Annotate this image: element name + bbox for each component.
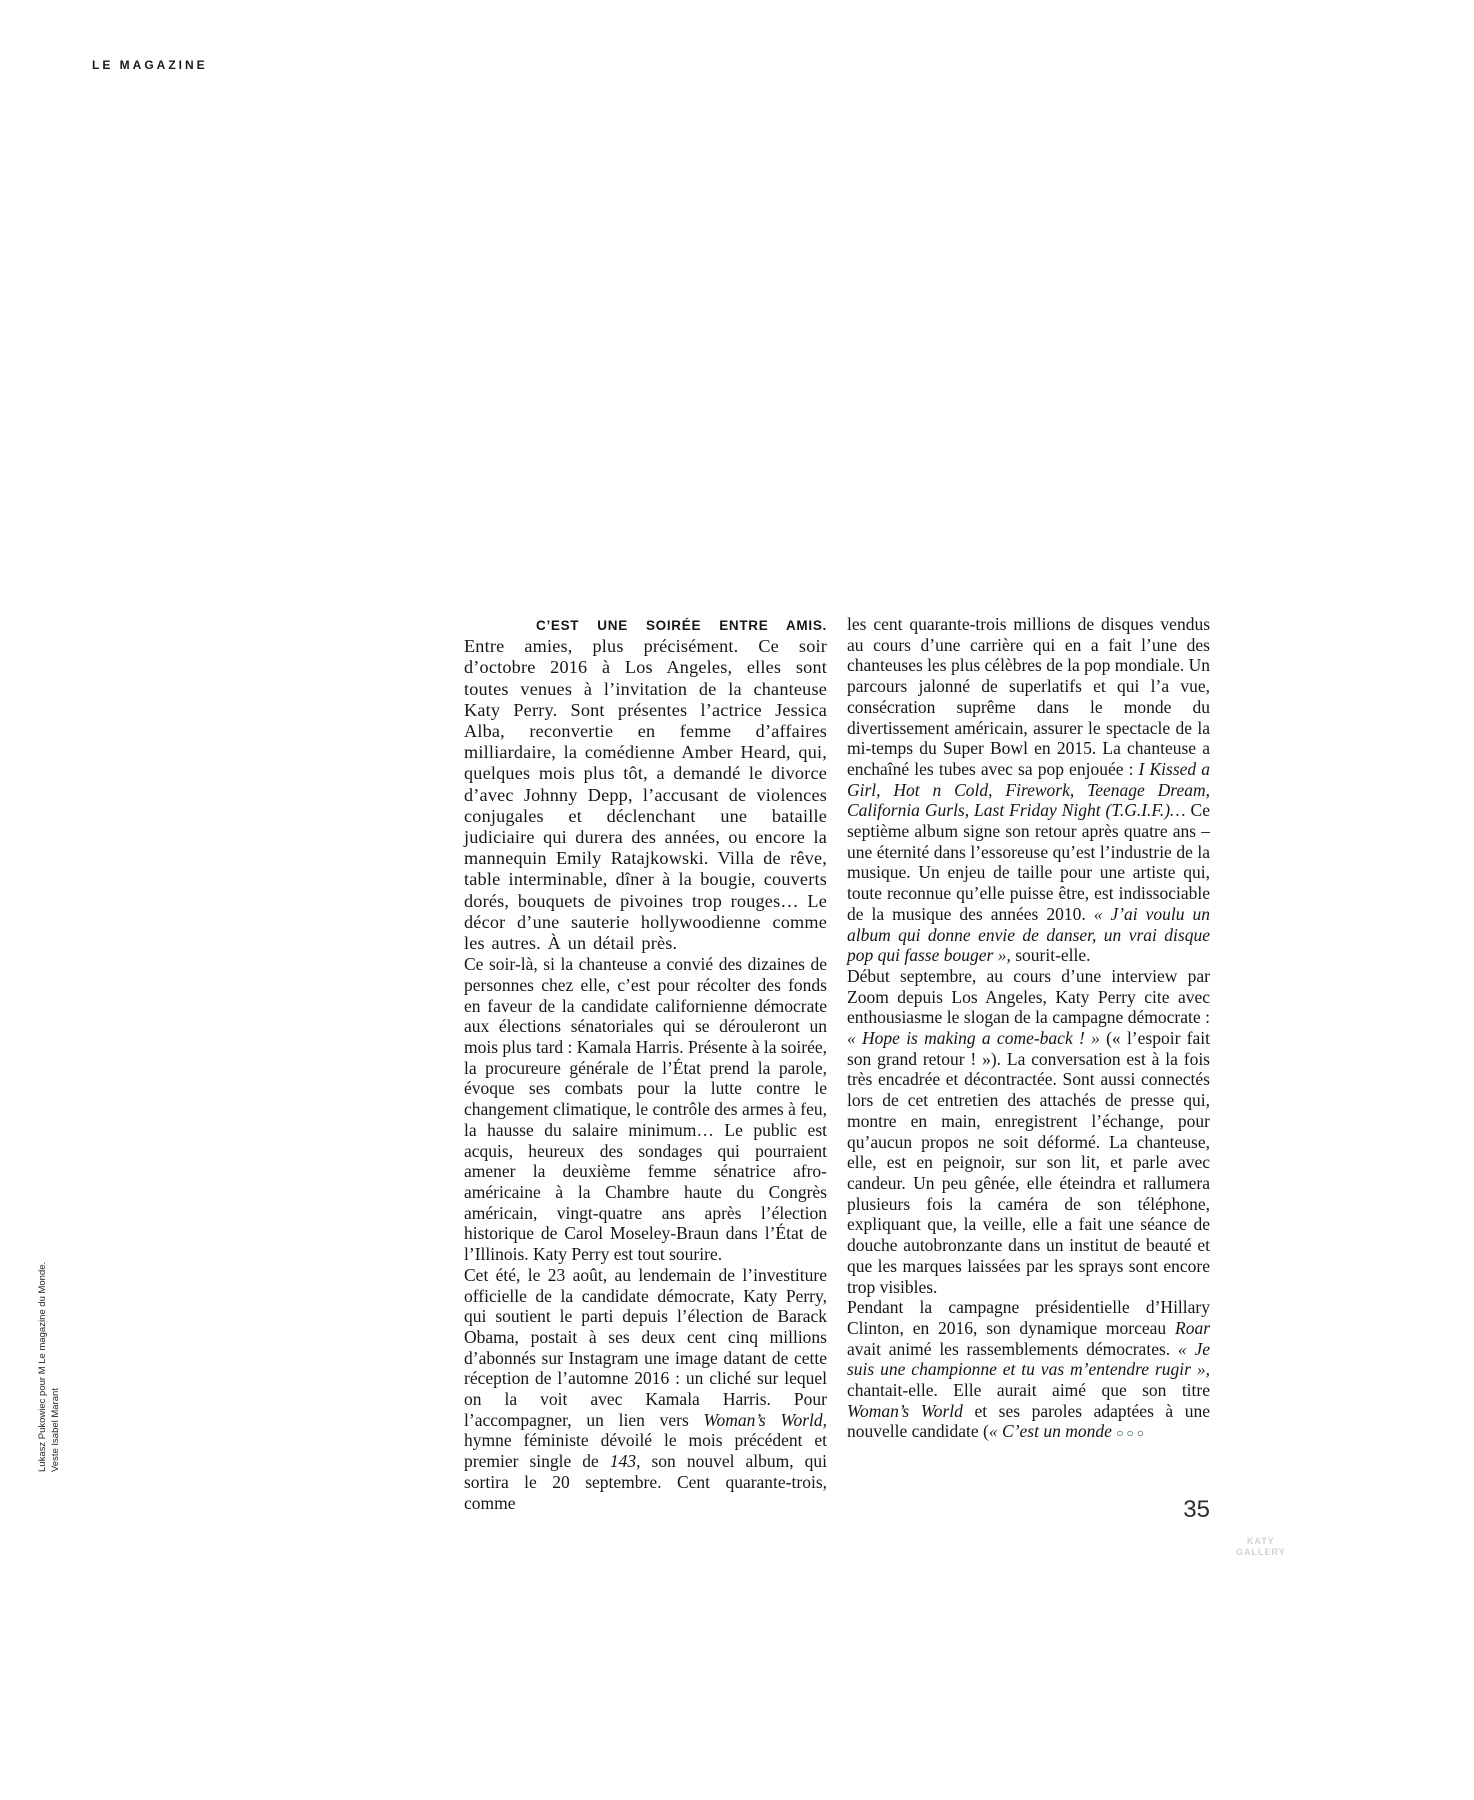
paragraph-text: Ce soir-là, si la chanteuse a convié des dizaines de personnes chez elle, c’est pour récolter des fonds en faveur de la candidate californienne démocrate aux élections sénatoriales qui se dérouleront un mois plus tard : Kamala Harris. Présente à la soirée, la procureure générale de l’État prend la parole, évoque ses combats pour la lutte contre le changement climatique, le contrôle des armes à feu, la hausse du salaire minimum… Le public est acquis, heureux des sondages qui pourraient amener la deuxième femme sénatrice afro-américaine à la Chambre haute du Congrès américain, vingt-quatre ans après l’élection historique de Carol Moseley-Braun dans l’État de l’Illinois. Katy Perry est tout sourire. [464,954,828,1265]
watermark-line-1: KATY [1246,1536,1275,1546]
paragraph-text: sourit-elle. [1010,945,1091,966]
paragraph-text: Pendant la campagne présidentielle d’Hillary Clinton, en 2016, son dynamique morceau [847,1297,1210,1338]
paragraph-text: chantait-elle. Elle aurait aimé que son titre [847,1380,1210,1401]
article-paragraph [464,954,827,1265]
paragraph-text: « Hope is making a come-back ! » [847,1028,1100,1049]
paragraph-text: avait animé les rassemblements démocrates. [847,1338,1178,1359]
paragraph-text: Woman’s World [847,1400,963,1421]
watermark [1236,1536,1286,1558]
paragraph-text: hymne féministe dévoilé le mois précédent et premier single de [464,1430,827,1472]
article-paragraph [464,614,827,954]
paragraph-text: Cet été, le 23 août, au lendemain de l’investiture officielle de la candidate démocrate, Katy Perry, qui soutient le parti depuis l’élection de Barack Obama, postait à ses deux cent cinq millions d’abonnés sur Instagram une image datant de cette réception de l’automne 2016 : un cliché sur lequel on la voit avec Kamala Harris. Pour l’accompagner, un lien vers [464,1264,827,1430]
paragraph-text: Woman’s World, [703,1409,827,1430]
watermark-line-2: GALLERY [1236,1547,1286,1557]
paragraph-text: (« l’espoir fait son grand retour ! »). La conversation est à la fois très encadrée et décontractée. Sont aussi connectés lors de cet entretien des attachés de presse qui, montre en main, enregistrent l’échange, pour qu’aucun propos ne soit déformé. La chanteuse, elle, est en peignoir, sur son lit, et parle avec candeur. Un peu gênée, elle éteindra et rallumera plusieurs fois la caméra de son téléphone, expliquant que, la veille, elle a fait une séance de douche autobronzante dans un institut de beauté et que les marques laissées par les sprays sont encore trop visibles. [847,1028,1210,1297]
article-column-left [464,614,827,1513]
photo-credit-line-1: Lukasz Pukowiec pour M Le magazine du Monde. [37,1261,48,1472]
paragraph-text: « J’ai voulu un album qui donne envie de danser, un vrai disque pop qui fasse bouger », [847,903,1211,966]
continuation-marker: ○○○ [1116,1426,1147,1441]
paragraph-text: Ce septième album signe son retour après quatre ans – une éternité dans l’essoreuse qu’est l’industrie de la musique. Un enjeu de taille pour une artiste qui, toute reconnue qu’elle puisse être, est indissociable de la musique des années 2010. [847,800,1210,924]
article-paragraph [847,1297,1210,1444]
paragraph-text: son nouvel album, qui sortira le 20 septembre. Cent quarante-trois, comme [464,1451,827,1513]
paragraph-text: et ses paroles adaptées à une nouvelle candidate ( [847,1400,1210,1442]
paragraph-text: « C’est un monde [988,1421,1117,1442]
article-body [464,614,1210,1513]
paragraph-text: Roar [1175,1317,1210,1338]
masthead-section-label: LE MAGAZINE [92,58,208,72]
paragraph-lead-in: C’EST UNE SOIRÉE ENTRE AMIS. [536,618,827,633]
article-column-right [847,614,1210,1513]
photo-credit [36,1262,62,1472]
paragraph-text: 143, [609,1451,641,1472]
paragraph-text: Début septembre, au cours d’une interview par Zoom depuis Los Angeles, Katy Perry cite avec enthousiasme le slogan de la campagne démocrate : [847,965,1210,1028]
paragraph-text: « Je suis une championne et tu vas m’entendre rugir », [847,1338,1210,1380]
paragraph-text: les cent quarante-trois millions de disques vendus au cours d’une carrière qui en a fait l’une des chanteuses les plus célèbres de la pop mondiale. Un parcours jalonné de superlatifs et qui l’a vue, consécration suprême dans le monde du divertissement américain, assurer le spectacle de la mi-temps du Super Bowl en 2015. La chanteuse a enchaîné les tubes avec sa pop enjouée : [847,614,1211,779]
article-paragraph [847,966,1210,1297]
page-number: 35 [1183,1496,1210,1523]
photo-credit-line-2: Veste Isabel Marant [50,1388,61,1472]
article-paragraph [847,614,1210,966]
paragraph-text: I Kissed a Girl, Hot n Cold, Firework, Teenage Dream, California Gurls, Last Friday Night (T.G.I.F.)… [847,758,1211,821]
paragraph-text: Entre amies, plus précisément. Ce soir d’octobre 2016 à Los Angeles, elles sont toutes venues à l’invitation de la chanteuse Katy Perry. Sont présentes l’actrice Jessica Alba, reconvertie en femme d’affaires milliardaire, la comédienne Amber Heard, qui, quelques mois plus tôt, a demandé le divorce d’avec Johnny Depp, l’accusant de violences conjugales et déclenchant une bataille judiciaire qui durera des années, ou encore la mannequin Emily Ratajkowski. Villa de rêve, table interminable, dîner à la bougie, couverts dorés, bouquets de pivoines trop rouges… Le décor d’une sauterie hollywoodienne comme les autres. À un détail près. [464,636,827,954]
article-paragraph [464,1265,827,1513]
